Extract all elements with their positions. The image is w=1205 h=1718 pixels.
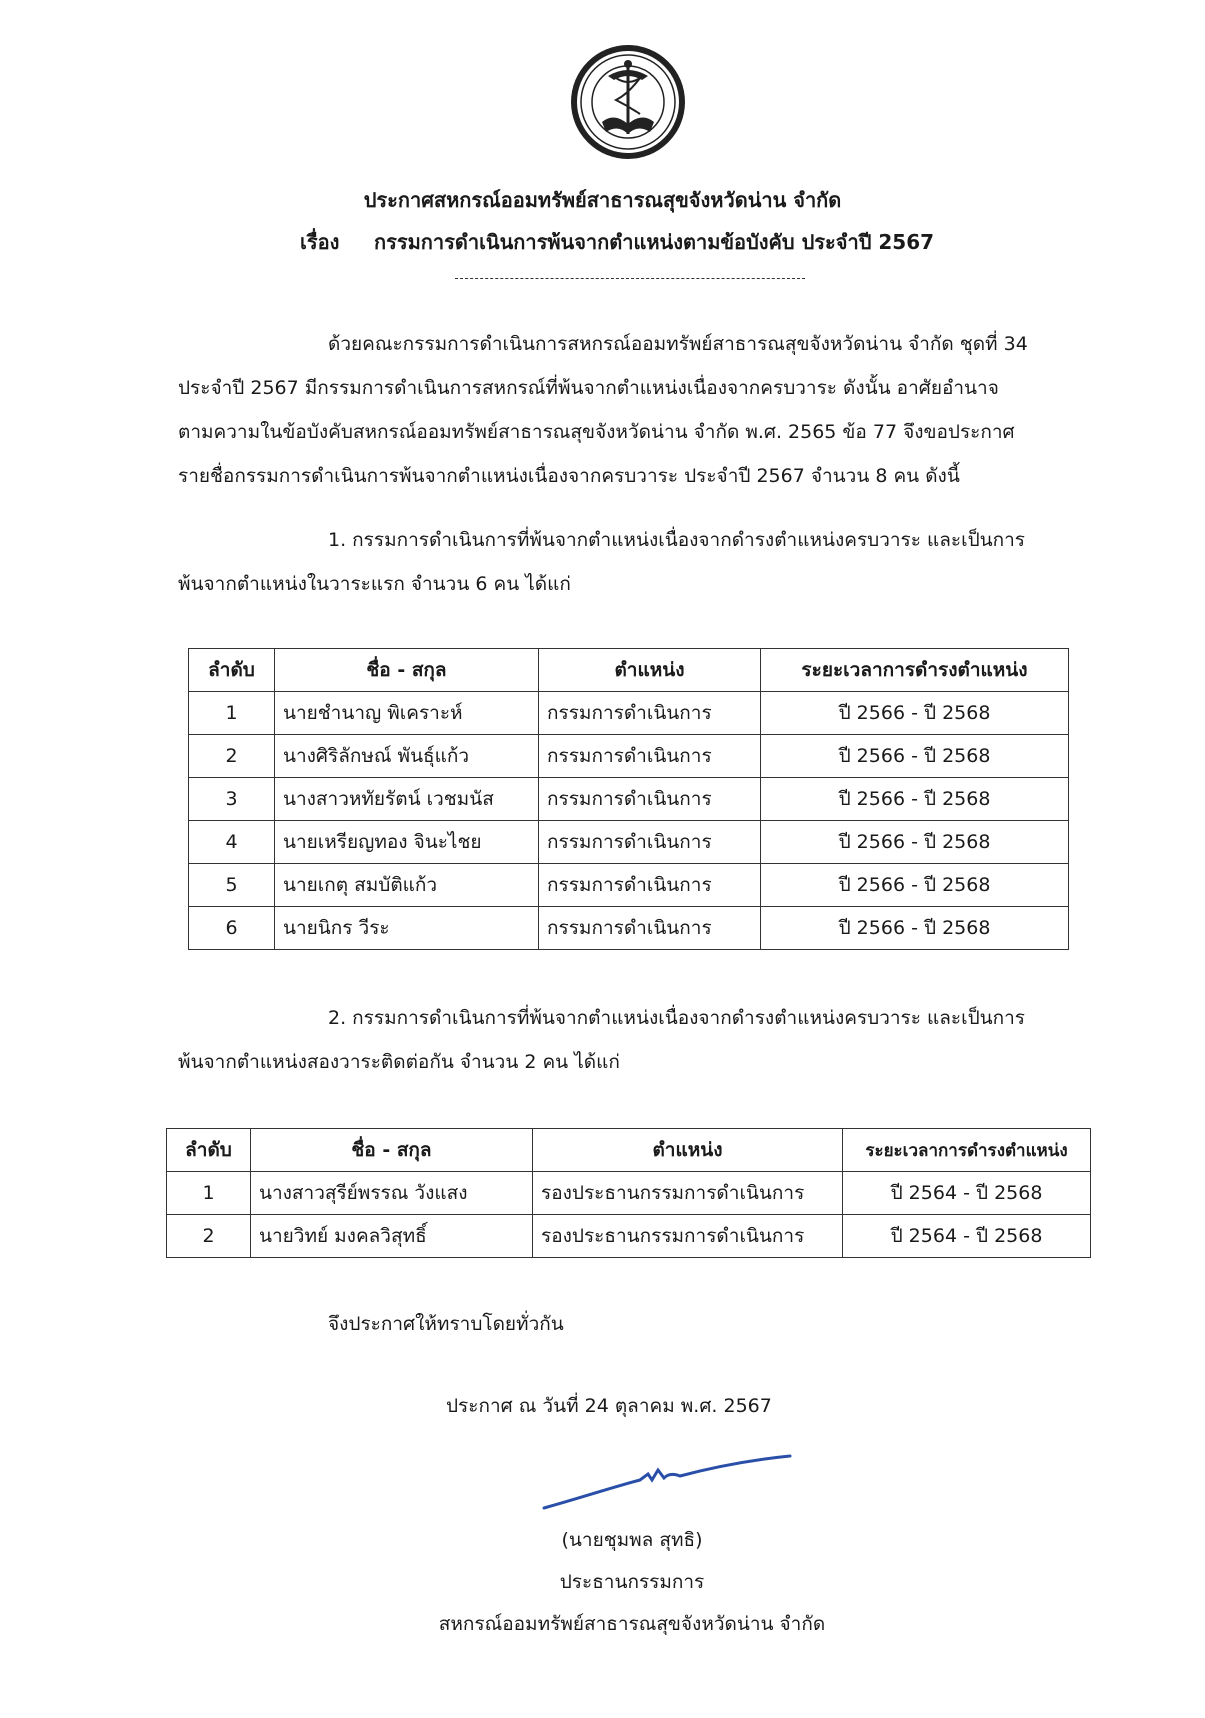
cell-order: 1 <box>167 1172 251 1215</box>
cell-position: กรรมการดำเนินการ <box>539 778 761 821</box>
announcement-closing: จึงประกาศให้ทราบโดยทั่วกัน <box>328 1313 564 1335</box>
cell-name: นางสาวหทัยรัตน์ เวชมนัส <box>275 778 539 821</box>
col-header-order: ลำดับ <box>189 649 275 692</box>
cell-term: ปี 2566 - ปี 2568 <box>761 778 1069 821</box>
cell-name: นายวิทย์ มงคลวิสุทธิ์ <box>251 1215 533 1258</box>
cell-order: 5 <box>189 864 275 907</box>
cell-position: กรรมการดำเนินการ <box>539 907 761 950</box>
cell-position: รองประธานกรรมการดำเนินการ <box>533 1172 843 1215</box>
retired-directors-table-2 <box>166 1128 1091 1258</box>
col-header-name: ชื่อ - สกุล <box>275 649 539 692</box>
section1-line-1: 1. กรรมการดำเนินการที่พ้นจากตำแหน่งเนื่องจากดำรงตำแหน่งครบวาระ และเป็นการ <box>328 529 1026 551</box>
table-row <box>189 821 1069 864</box>
announcement-date: ประกาศ ณ วันที่ 24 ตุลาคม พ.ศ. 2567 <box>446 1395 772 1417</box>
subject-label: เรื่อง <box>300 230 340 254</box>
signatory-organization: สหกรณ์ออมทรัพย์สาธารณสุขจังหวัดน่าน จำกัด <box>438 1613 826 1635</box>
cell-term: ปี 2566 - ปี 2568 <box>761 692 1069 735</box>
cell-order: 4 <box>189 821 275 864</box>
cell-position: กรรมการดำเนินการ <box>539 735 761 778</box>
signature-icon <box>540 1444 800 1514</box>
cell-name: นายนิกร วีระ <box>275 907 539 950</box>
cell-order: 2 <box>167 1215 251 1258</box>
section2-line-1: 2. กรรมการดำเนินการที่พ้นจากตำแหน่งเนื่องจากดำรงตำแหน่งครบวาระ และเป็นการ <box>328 1007 1026 1029</box>
cell-order: 2 <box>189 735 275 778</box>
cell-name: นางศิริลักษณ์ พันธุ์แก้ว <box>275 735 539 778</box>
col-header-term: ระยะเวลาการดำรงตำแหน่ง <box>761 649 1069 692</box>
signature <box>540 1444 800 1514</box>
cell-position: กรรมการดำเนินการ <box>539 864 761 907</box>
table-row <box>189 907 1069 950</box>
table-row <box>167 1215 1091 1258</box>
cell-term: ปี 2564 - ปี 2568 <box>843 1215 1091 1258</box>
cell-position: กรรมการดำเนินการ <box>539 821 761 864</box>
cell-term: ปี 2566 - ปี 2568 <box>761 864 1069 907</box>
cell-position: รองประธานกรรมการดำเนินการ <box>533 1215 843 1258</box>
col-header-position: ตำแหน่ง <box>539 649 761 692</box>
table-row <box>189 864 1069 907</box>
subject: กรรมการดำเนินการพ้นจากตำแหน่งตามข้อบังคับ ประจำปี 2567 <box>374 230 935 254</box>
col-header-position: ตำแหน่ง <box>533 1129 843 1172</box>
signatory-name: (นายชุมพล สุทธิ) <box>561 1529 703 1551</box>
section2-line-2: พ้นจากตำแหน่งสองวาระติดต่อกัน จำนวน 2 คน ได้แก่ <box>178 1051 620 1073</box>
cell-term: ปี 2566 - ปี 2568 <box>761 907 1069 950</box>
intro-line-2: ประจำปี 2567 มีกรรมการดำเนินการสหกรณ์ที่พ้นจากตำแหน่งเนื่องจากครบวาระ ดังนั้น อาศัยอำนาจ <box>178 377 999 399</box>
table-header-row <box>167 1129 1091 1172</box>
intro-line-4: รายชื่อกรรมการดำเนินการพ้นจากตำแหน่งเนื่องจากครบวาระ ประจำปี 2567 จำนวน 8 คน ดังนี้ <box>178 465 960 487</box>
cell-order: 1 <box>189 692 275 735</box>
table-header-row <box>189 649 1069 692</box>
section1-line-2: พ้นจากตำแหน่งในวาระแรก จำนวน 6 คน ได้แก่ <box>178 573 571 595</box>
col-header-order: ลำดับ <box>167 1129 251 1172</box>
table-row <box>189 778 1069 821</box>
cell-name: นางสาวสุรีย์พรรณ วังแสง <box>251 1172 533 1215</box>
intro-line-3: ตามความในข้อบังคับสหกรณ์ออมทรัพย์สาธารณสุขจังหวัดน่าน จำกัด พ.ศ. 2565 ข้อ 77 จึงขอประกาศ <box>178 421 1015 443</box>
cell-name: นายชำนาญ พิเคราะห์ <box>275 692 539 735</box>
cell-term: ปี 2566 - ปี 2568 <box>761 735 1069 778</box>
cell-term: ปี 2566 - ปี 2568 <box>761 821 1069 864</box>
cell-order: 6 <box>189 907 275 950</box>
cell-term: ปี 2564 - ปี 2568 <box>843 1172 1091 1215</box>
title-divider <box>455 278 805 279</box>
cell-order: 3 <box>189 778 275 821</box>
table-row <box>189 735 1069 778</box>
col-header-term: ระยะเวลาการดำรงตำแหน่ง <box>843 1129 1091 1172</box>
table-row <box>189 692 1069 735</box>
cell-name: นายเหรียญทอง จินะไชย <box>275 821 539 864</box>
table-row <box>167 1172 1091 1215</box>
intro-line-1: ด้วยคณะกรรมการดำเนินการสหกรณ์ออมทรัพย์สาธารณสุขจังหวัดน่าน จำกัด ชุดที่ 34 <box>328 333 1028 355</box>
cell-name: นายเกตุ สมบัติแก้ว <box>275 864 539 907</box>
col-header-name: ชื่อ - สกุล <box>251 1129 533 1172</box>
seal-logo <box>568 42 688 162</box>
cell-position: กรรมการดำเนินการ <box>539 692 761 735</box>
seal-icon <box>568 42 688 162</box>
page-title: ประกาศสหกรณ์ออมทรัพย์สาธารณสุขจังหวัดน่าน จำกัด <box>363 188 842 212</box>
signatory-position: ประธานกรรมการ <box>559 1571 705 1593</box>
retired-directors-table-1 <box>188 648 1069 950</box>
